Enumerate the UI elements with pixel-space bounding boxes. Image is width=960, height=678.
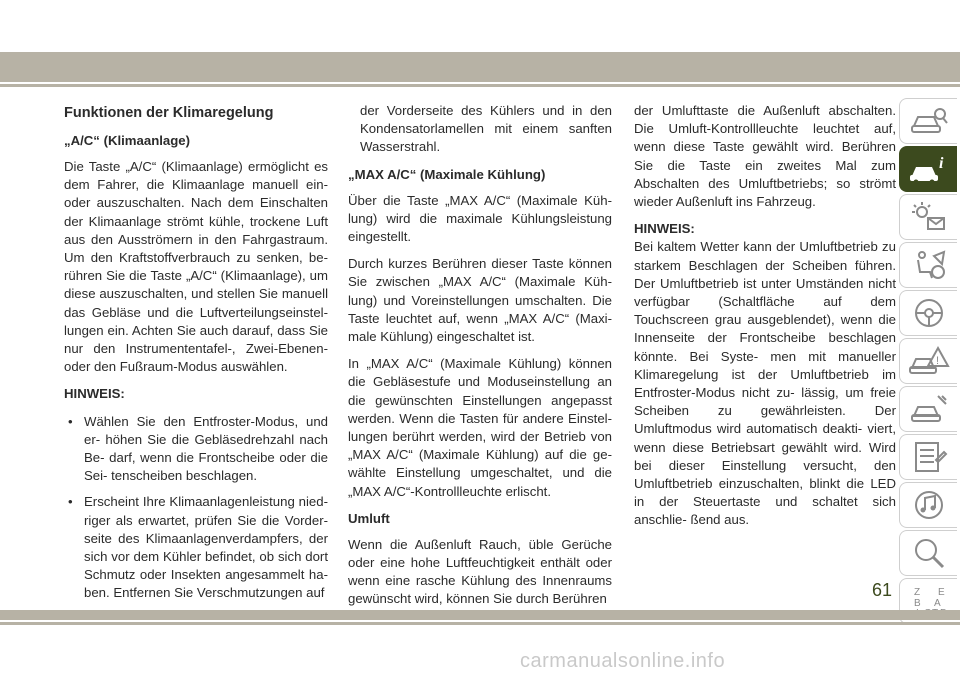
music-nav-icon (908, 488, 950, 522)
bottom-band-line (0, 622, 960, 625)
tab-car-service[interactable] (899, 386, 957, 432)
umluft-title: Umluft (348, 510, 390, 526)
car-search-icon (908, 104, 950, 138)
max-ac-paragraph-2: Durch kurzes Berühren dieser Taste können Sie zwischen „MAX A/C“ (Maximale Küh- lung) und Voreinstellungen umschalten. Die Taste leuchtet auf, wenn „MAX A/C“ (Maxi- male Kühlung) eingeschaltet ist. (348, 256, 612, 345)
top-band (0, 52, 960, 82)
umluft-note-title: HINWEIS: (634, 221, 695, 237)
bottom-band (0, 610, 960, 620)
tab-checklist[interactable] (899, 434, 957, 480)
ac-note-title: HINWEIS: (64, 386, 125, 402)
steering-wheel-icon (908, 296, 950, 330)
max-ac-paragraph-3: In „MAX A/C“ (Maximale Kühlung) können die Gebläsestufe und Moduseinstellung an die gewünschten Einstellungen angepasst werden. Wenn die Tasten für andere Einstel- lungen berührt werden, wird der Betrieb von „MAX A/C“ (Maximale Kühlung) auf die ge- wählte Einstellung umgeschaltet, und die „MAX A/C“-Kontrollleuchte erlischt. (348, 356, 612, 499)
chapter-tabs (899, 98, 957, 626)
column-3 (634, 102, 896, 539)
svg-text:B: B (913, 598, 921, 609)
umluft-paragraph-continued: der Umlufttaste die Außenluft abschalten. Die Umluft-Kontrollleuchte leuchtet auf, wenn diese Taste gewählt wird. Berühren Sie die Taste ein zweites Mal zum Abschalten des Umluftbetriebs; so strömt wieder Außenluft ins Fahrzeug. (634, 103, 896, 210)
ac-note-bullet-1: • Wählen Sie den Entfroster-Modus, und er- höhen Sie die Gebläsedrehzahl nach Be- darf, wenn die Frontscheibe oder die Sei- tenscheiben beschlagen. (64, 413, 328, 486)
checklist-icon (908, 440, 950, 474)
tab-airbag-seat[interactable] (899, 242, 957, 288)
tab-car-warning[interactable] (899, 338, 957, 384)
airbag-seat-icon (908, 248, 950, 282)
ac-note-list (64, 413, 328, 603)
ac-note-bullet-2: • Erscheint Ihre Klimaanlagenleistung nied- riger als erwartet, prüfen Sie die Vorder- seite des Klimaanlagenverdampfers, der sich vor dem Kühler befindet, ob sich dort Schmutz oder Insekten angesammelt ha- ben. Entfernen Sie Verschmutzungen auf (64, 493, 328, 602)
car-service-icon (908, 392, 950, 426)
warning-lights-icon (908, 200, 950, 234)
magnifier-icon (908, 536, 950, 570)
umluft-note: Bei kaltem Wetter kann der Umluftbetrieb zu starkem Beschlagen der Scheiben führen. Der Umluftbetrieb ist unter Umständen nicht verfügbar (Schaltfläche auf dem Touchscreen grau ausgeblendet), wenn die Innenseite der Frontscheibe beschlagen könnte. Bei Syste- men mit manueller Klimaregelung ist der Umluftbetrieb im Entfroster-Modus nicht zu- lässig, um freie Scheiben zu gewährleisten. Der Umluftmodus wird automatisch deakti- viert, wenn diese Betriebsart gewählt wird. Wird bei dieser Einstellung versucht, den Umluftbetrieb einzuschalten, blinkt die LED in der Steuertaste und schaltet sich anschlie- ßend aus. (634, 239, 896, 528)
max-ac-paragraph-1: Über die Taste „MAX A/C“ (Maximale Küh- lung) wird die maximale Kühlungsleistung eingestellt. (348, 192, 612, 245)
tab-magnifier[interactable] (899, 530, 957, 576)
top-band-line (0, 84, 960, 87)
column-2 (348, 102, 612, 618)
tab-car-info[interactable] (899, 146, 957, 192)
page-number: 61 (872, 580, 893, 600)
tab-steering-wheel[interactable] (899, 290, 957, 336)
car-warning-icon (908, 344, 950, 378)
column-1 (64, 104, 328, 612)
tab-music-nav[interactable] (899, 482, 957, 528)
svg-text:A: A (933, 598, 941, 609)
section-heading: Funktionen der Klimaregelung (64, 105, 274, 121)
ac-paragraph: Die Taste „A/C“ (Klimaanlage) ermöglicht es dem Fahrer, die Klimaanlage manuell ein- oder auszuschalten. Nach dem Einschalten der Klimaanlage strömt kühle, trockene Luft aus den Ausströmern in den Fahrgastraum. Um den Kraftstoffverbrauch zu senken, be- rühren Sie die Taste „A/C“ (Klimaanlage), um diese auszuschalten, und stellen Sie manuell das Gebläse und die Luftverteilungseinstel- lungen ein. Achten Sie auch darauf, dass Sie nur den Instrumententafel-, Zwei-Ebenen- oder den Fußraum-Modus auswählen. (64, 159, 328, 375)
umluft-paragraph: Wenn die Außenluft Rauch, üble Gerüche oder eine hohe Luftfeuchtigkeit enthält oder wenn eine rasche Kühlung des Innenraums gewünscht wird, können Sie durch Berühren (348, 536, 612, 607)
svg-text:E: E (937, 587, 945, 598)
svg-text:Z: Z (913, 587, 920, 598)
ac-title: „A/C“ (Klimaanlage) (64, 133, 191, 148)
watermark: carmanualsonline.info (520, 650, 726, 672)
ac-bullet-2-continued: der Vorderseite des Kühlers und in den Kondensatorlamellen mit einem sanften Wasserstrahl. (360, 103, 612, 155)
max-ac-title: „MAX A/C“ (Maximale Kühlung) (348, 166, 546, 182)
svg-text:!: ! (935, 355, 939, 367)
car-info-icon (908, 152, 950, 186)
tab-car-search[interactable] (899, 98, 957, 144)
svg-text:i: i (938, 155, 943, 172)
tab-warning-lights[interactable] (899, 194, 957, 240)
